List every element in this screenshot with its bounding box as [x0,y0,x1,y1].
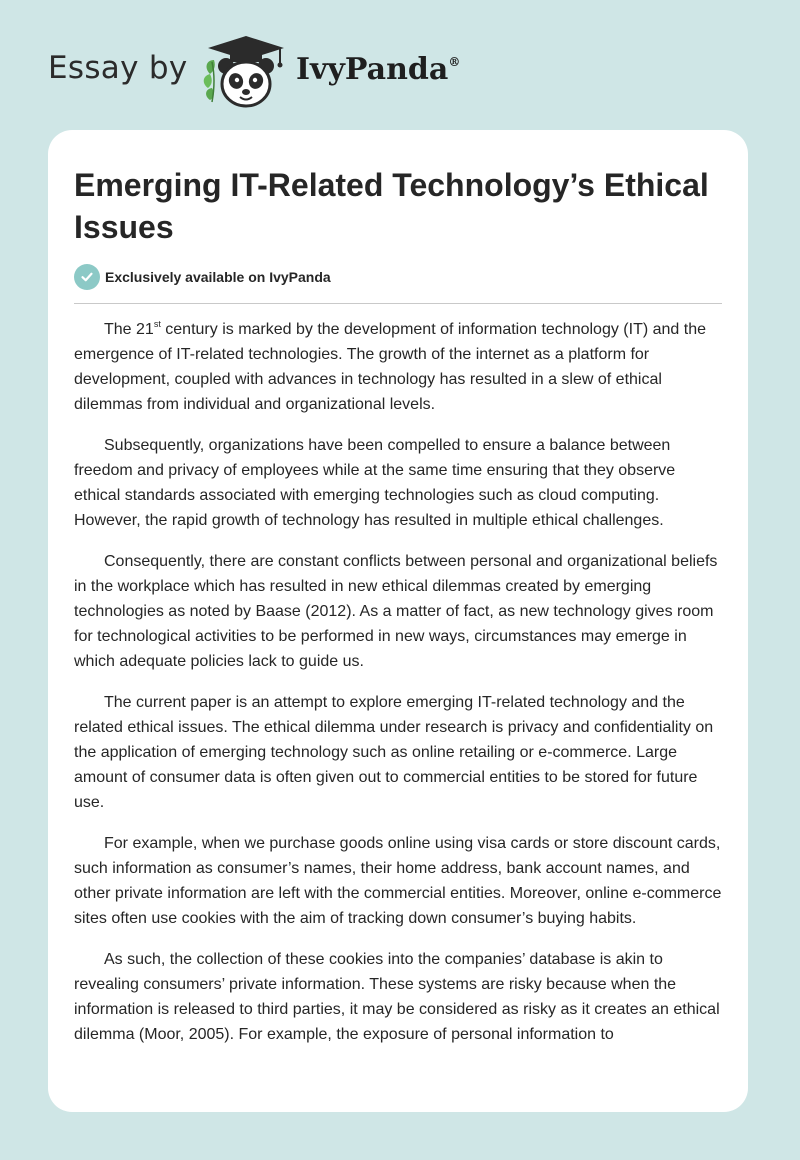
exclusive-badge [74,264,331,290]
registered-mark: ® [448,55,461,69]
paragraph-3: Consequently, there are constant conflicts between personal and organizational beliefs in the workplace which has resulted in new ethical dilemmas created by emerging technologies as noted by Baase (2012). As a matter of fact, as new technology gives room for technological activities to be performed in new ways, circumstances may emerge in which adequate policies lack to guide us. [74,553,718,670]
site-header [0,0,800,130]
paragraph-1: The 21st century is marked by the development of information technology (IT) and the emergence of IT-related technologies. The growth of the internet as a platform for development, coupled with advances in technology has resulted in a slew of ethical dilemmas from individual and organizational levels. [74,318,706,413]
paragraph-6: As such, the collection of these cookies into the companies’ database is akin to revealing consumers’ private information. These systems are risky because when the information is released to third parties, it may be considered as risky as it creates an ethical dilemma (Moor, 2005). For example, the exposure of personal information to [74,951,720,1043]
article-card [48,130,748,1112]
check-icon [74,264,100,290]
exclusive-badge-label: Exclusively available on IvyPanda [105,269,331,285]
paragraph-5: For example, when we purchase goods online using visa cards or store discount cards, such information as consumer’s names, their home address, bank account names, and other private information are left with the commercial entities. Moreover, online e-commerce sites often use cookies with the aim of tracking down consumer’s buying habits. [74,835,722,927]
article-title: Emerging IT-Related Technology’s Ethical Issues [74,167,709,245]
divider [74,303,722,304]
ivypanda-logo-icon[interactable] [200,34,292,110]
article-body [74,317,724,1063]
brand-name[interactable]: IvyPanda® [296,52,461,87]
essay-by-label: Essay by [48,50,188,86]
paragraph-4: The current paper is an attempt to explore emerging IT-related technology and the related ethical issues. The ethical dilemma under research is privacy and confidentiality on the application of emerging technology such as online retailing or e-commerce. Large amount of consumer data is often given out to commercial entities to be stored for future use. [74,694,714,811]
paragraph-2: Subsequently, organizations have been compelled to ensure a balance between freedom and privacy of employees while at the same time ensuring that they observe ethical standards associated with emerging technologies such as cloud computing. However, the rapid growth of technology has resulted in multiple ethical challenges. [74,437,676,529]
